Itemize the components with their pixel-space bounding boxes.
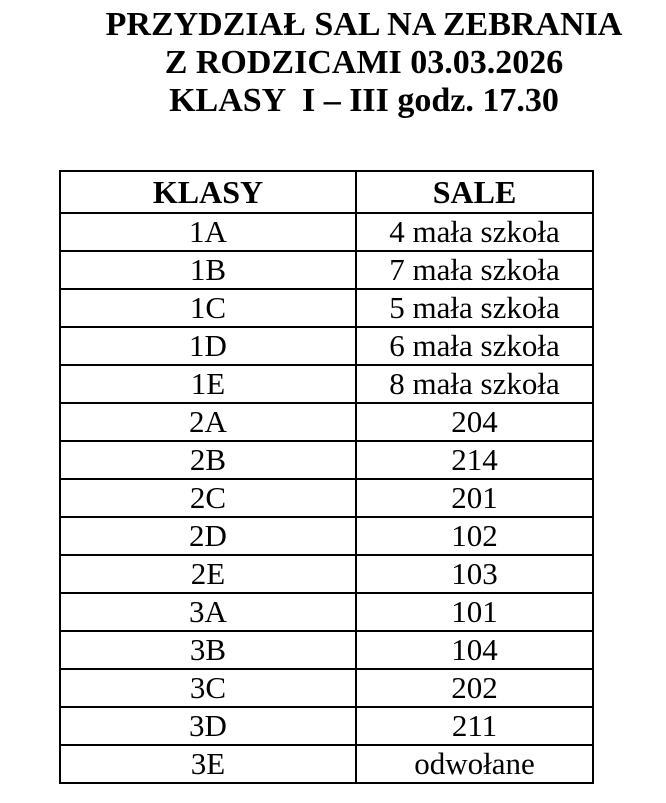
- cell-sala: 211: [356, 707, 593, 745]
- cell-sala: 4 mała szkoła: [356, 213, 593, 251]
- cell-klasa: 3B: [60, 631, 356, 669]
- cell-klasa: 2A: [60, 403, 356, 441]
- cell-sala: 6 mała szkoła: [356, 327, 593, 365]
- table-row: [60, 327, 593, 365]
- cell-klasa: 2D: [60, 517, 356, 555]
- table-row: [60, 479, 593, 517]
- column-header-sale: SALE: [356, 171, 593, 213]
- cell-klasa: 3D: [60, 707, 356, 745]
- page-title-line-3: KLASY I – III godz. 17.30: [169, 82, 559, 119]
- cell-klasa: 3E: [60, 745, 356, 783]
- table-row: [60, 669, 593, 707]
- cell-sala: 5 mała szkoła: [356, 289, 593, 327]
- page-title-line-2: Z RODZICAMI 03.03.2026: [164, 44, 564, 81]
- table-row: [60, 251, 593, 289]
- table-row: [60, 213, 593, 251]
- cell-sala: 202: [356, 669, 593, 707]
- room-assignment-table: [59, 170, 594, 784]
- table-row: [60, 745, 593, 783]
- table-row: [60, 555, 593, 593]
- table-row: [60, 365, 593, 403]
- cell-klasa: 2B: [60, 441, 356, 479]
- table-row: [60, 289, 593, 327]
- cell-sala: 8 mała szkoła: [356, 365, 593, 403]
- table-header-row: [60, 171, 593, 213]
- cell-sala: 201: [356, 479, 593, 517]
- cell-sala: odwołane: [356, 745, 593, 783]
- table-row: [60, 707, 593, 745]
- cell-klasa: 2E: [60, 555, 356, 593]
- cell-klasa: 1B: [60, 251, 356, 289]
- cell-klasa: 1A: [60, 213, 356, 251]
- cell-sala: 214: [356, 441, 593, 479]
- table-row: [60, 441, 593, 479]
- table-row: [60, 403, 593, 441]
- cell-sala: 204: [356, 403, 593, 441]
- cell-klasa: 2C: [60, 479, 356, 517]
- page-title-line-1: PRZYDZIAŁ SAL NA ZEBRANIA: [105, 6, 623, 43]
- table-row: [60, 593, 593, 631]
- cell-klasa: 1C: [60, 289, 356, 327]
- page-title: [62, 6, 666, 120]
- cell-sala: 103: [356, 555, 593, 593]
- table-row: [60, 631, 593, 669]
- column-header-klasy: KLASY: [60, 171, 356, 213]
- cell-sala: 101: [356, 593, 593, 631]
- cell-sala: 102: [356, 517, 593, 555]
- cell-sala: 104: [356, 631, 593, 669]
- cell-sala: 7 mała szkoła: [356, 251, 593, 289]
- cell-klasa: 3C: [60, 669, 356, 707]
- cell-klasa: 3A: [60, 593, 356, 631]
- table-row: [60, 517, 593, 555]
- cell-klasa: 1D: [60, 327, 356, 365]
- cell-klasa: 1E: [60, 365, 356, 403]
